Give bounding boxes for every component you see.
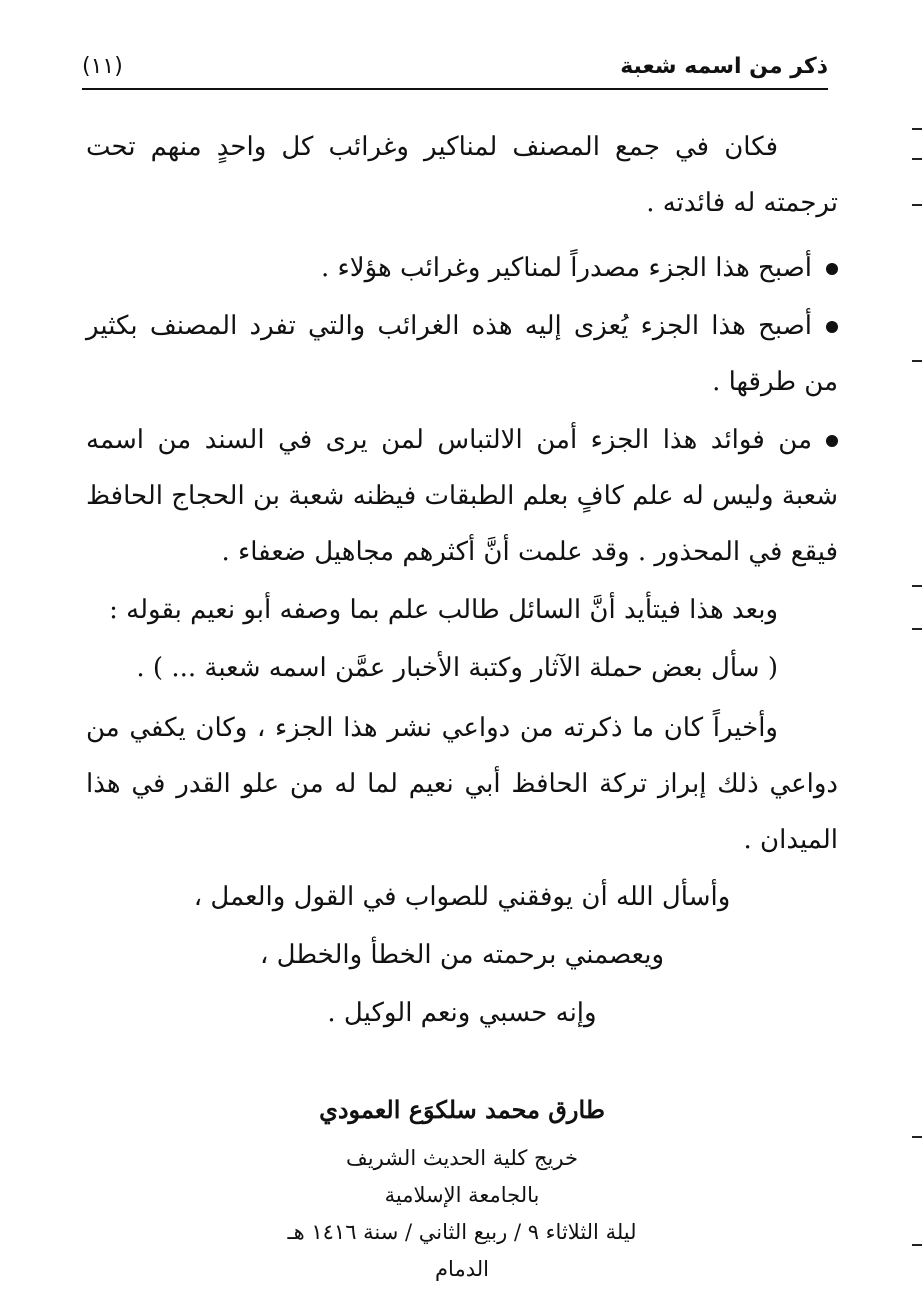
quotation-text: ( سأل بعض حملة الآثار وكتبة الأخبار عمَّن اسمه شعبة ... ) .	[136, 653, 778, 683]
author-university: بالجامعة الإسلامية	[384, 1183, 540, 1207]
scan-edge-mark	[912, 204, 922, 206]
page-number: (١١)	[82, 54, 123, 79]
scan-edge-mark	[912, 128, 922, 130]
signing-date: ليلة الثلاثاء ٩ / ربيع الثاني / سنة ١٤١٦ هـ	[287, 1220, 637, 1244]
scan-edge-mark	[912, 628, 922, 630]
paragraph-conclusion	[86, 700, 838, 868]
author-degree: خريج كلية الحديث الشريف	[346, 1146, 578, 1170]
chapter-title: ذكر من اسمه شعبة	[620, 54, 828, 79]
closing-prayer	[86, 868, 838, 1042]
scan-edge-mark	[912, 585, 922, 587]
paragraph-confirmation	[86, 582, 838, 638]
bullet-item-attribution	[86, 298, 838, 410]
paragraph-quotation	[86, 640, 838, 696]
bullet-text: أصبح هذا الجزء مصدراً لمناكير وغرائب هؤلاء .	[320, 253, 812, 283]
bullet-icon	[826, 321, 838, 333]
paragraph-text: فكان في جمع المصنف لمناكير وغرائب كل واحدٍ منهم تحت ترجمته له فائدته .	[86, 132, 838, 218]
bullet-text: من فوائد هذا الجزء أمن الالتباس لمن يرى في السند من اسمه شعبة وليس له علم كافٍ بعلم الطبقات فيظنه شعبة بن الحجاج الحافظ فيقع في المحذور . وقد علمت أنَّ أكثرهم مجاهيل ضعفاء .	[86, 425, 838, 567]
bullet-icon	[826, 263, 838, 275]
bullet-item-disambiguation	[86, 412, 838, 580]
header-divider	[82, 88, 828, 90]
closing-line-1: وأسأل الله أن يوفقني للصواب في القول والعمل ،	[193, 882, 731, 912]
scan-edge-mark	[912, 360, 922, 362]
scan-edge-mark	[912, 1244, 922, 1246]
author-name: طارق محمد سلكوَع العمودي	[319, 1095, 605, 1124]
bullet-icon	[826, 435, 838, 447]
closing-line-2: ويعصمني برحمته من الخطأ والخطل ،	[259, 940, 664, 970]
scan-edge-mark	[912, 158, 922, 160]
signing-place: الدمام	[435, 1257, 489, 1281]
closing-line-3: وإنه حسبي ونعم الوكيل .	[327, 998, 597, 1028]
running-header	[82, 52, 828, 88]
scan-edge-mark	[912, 1136, 922, 1138]
paragraph-text: وبعد هذا فيتأيد أنَّ السائل طالب علم بما وصفه أبو نعيم بقوله :	[109, 595, 778, 625]
paragraph-text: وأخيراً كان ما ذكرته من دواعي نشر هذا الجزء ، وكان يكفي من دواعي ذلك إبراز تركة الحافظ أبي نعيم لما له من علو القدر في هذا الميدان .	[86, 713, 838, 855]
bullet-item-source	[238, 240, 838, 296]
bullet-text: أصبح هذا الجزء يُعزى إليه هذه الغرائب والتي تفرد المصنف بكثير من طرقها .	[86, 311, 838, 397]
paragraph-benefit	[86, 119, 838, 231]
author-details	[86, 1140, 838, 1288]
